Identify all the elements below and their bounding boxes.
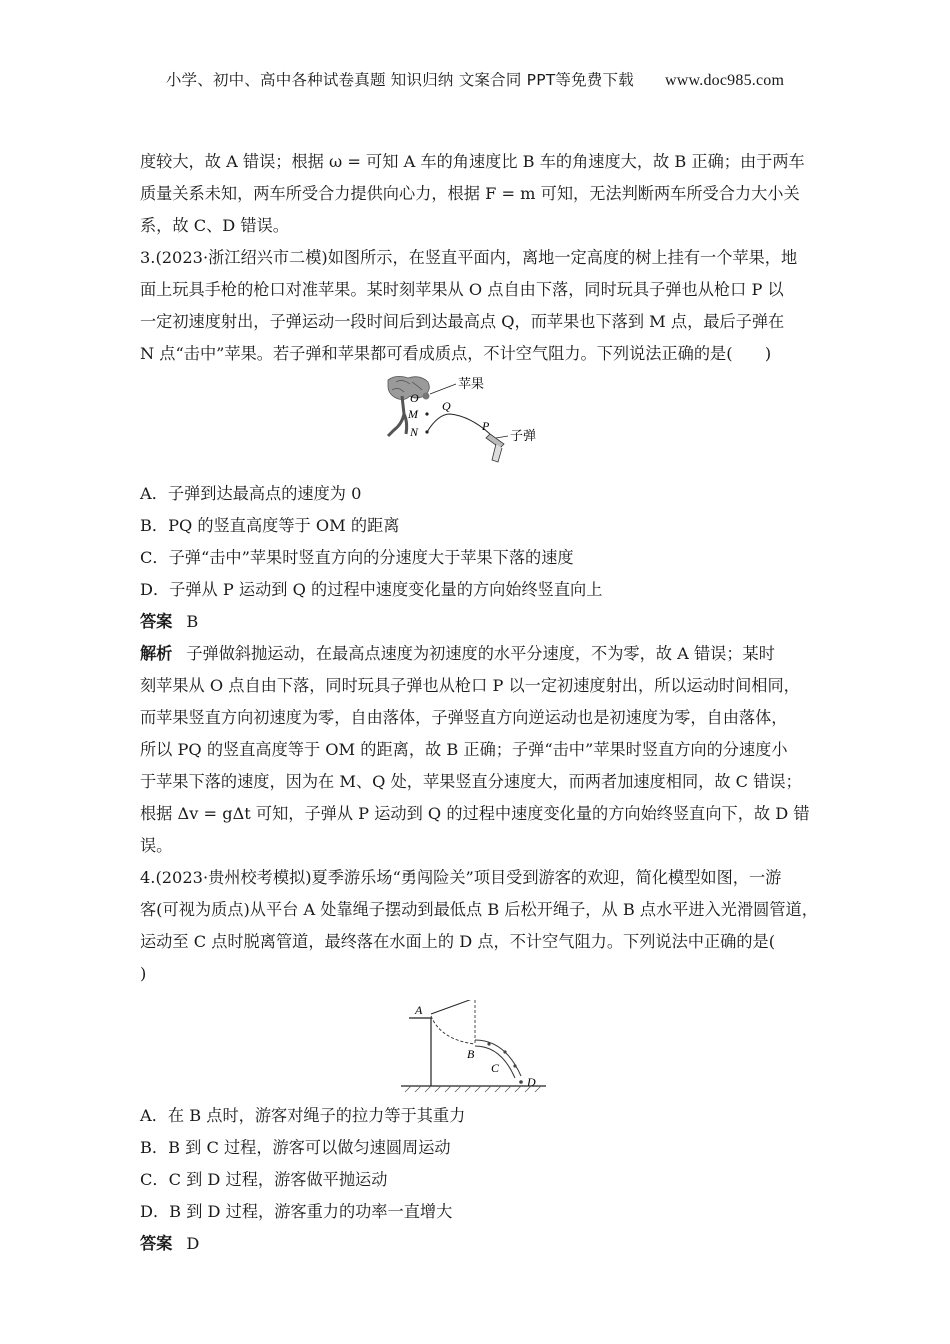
point-m-label: M: [408, 407, 418, 421]
document-body: [140, 146, 818, 1260]
rope-line: [431, 1000, 475, 1014]
question-3: [140, 242, 812, 862]
option-c: C．子弹“击中”苹果时竖直方向的分速度大于苹果下落的速度: [140, 548, 574, 567]
question-stem-line: 一定初速度射出，子弹运动一段时间后到达最高点 Q，而苹果也下落到 M 点，最后子弹在: [140, 312, 785, 331]
previous-solution-tail: [140, 146, 812, 242]
option-d: D．B 到 D 过程，游客重力的功率一直增大: [140, 1202, 453, 1221]
analysis-line: 刻苹果从 O 点自由下落，同时玩具子弹也从枪口 P 以一定初速度射出，所以运动时间相同，: [140, 676, 800, 695]
analysis-line: 误。: [140, 836, 173, 855]
option-d: D．子弹从 P 运动到 Q 的过程中速度变化量的方向始终竖直向上: [140, 580, 603, 599]
text-line: 质量关系未知，两车所受合力提供向心力，根据 F = m 可知，无法判断两车所受合力大小关: [140, 184, 800, 203]
person-icon: [519, 1080, 523, 1084]
option-b: B．B 到 C 过程，游客可以做匀速圆周运动: [140, 1138, 451, 1157]
option-a: A．在 B 点时，游客对绳子的拉力等于其重力: [140, 1106, 466, 1125]
answer-line: [140, 1228, 812, 1260]
point-d-label: D: [527, 1075, 536, 1089]
question-stem-line: 3.(2023·浙江绍兴市二模)如图所示，在竖直平面内，离地一定高度的树上挂有一个苹果，地: [140, 248, 798, 267]
analysis-line: 而苹果竖直方向初速度为零，自由落体，子弹竖直方向逆运动也是初速度为零，自由落体，: [140, 708, 788, 727]
question-stem-line: 客(可视为质点)从平台 A 处靠绳子摆动到最低点 B 后松开绳子，从 B 点水平进入光滑圆管道，: [140, 900, 818, 919]
analysis-line: 所以 PQ 的竖直高度等于 OM 的距离，故 B 正确；子弹“击中”苹果时竖直方向的分速度小: [140, 740, 788, 759]
question-stem-line: 4.(2023·贵州校考模拟)夏季游乐场“勇闯险关”项目受到游客的欢迎，简化模型如图，一游: [140, 868, 782, 887]
analysis-line: 根据 Δv = gΔt 可知，子弹从 P 运动到 Q 的过程中速度变化量的方向始终竖直向下，故 D 错: [140, 804, 810, 823]
answer-label: 答案: [140, 1234, 173, 1253]
answer-line: [140, 606, 812, 638]
question-stem-line: 运动至 C 点时脱离管道，最终落在水面上的 D 点，不计空气阻力。下列说法中正确的是(: [140, 932, 776, 951]
apple-icon: [423, 393, 430, 400]
point-m-dot: [425, 412, 428, 415]
header-url[interactable]: www.doc985.com: [665, 72, 785, 89]
analysis-label: 解析: [140, 644, 173, 663]
analysis-line: 子弹做斜抛运动，在最高点速度为初速度的水平分速度，不为零，故 A 错误；某时: [186, 644, 775, 663]
answer-value: B: [186, 612, 199, 631]
point-o-label: O: [410, 391, 419, 405]
analysis: [140, 638, 812, 862]
option-b: B．PQ 的竖直高度等于 OM 的距离: [140, 516, 400, 535]
bullet-label: 子弹: [510, 429, 537, 444]
point-p-label: P: [482, 419, 490, 433]
trajectory-curve: [427, 414, 490, 434]
option-a: A．子弹到达最高点的速度为 0: [140, 484, 362, 503]
toy-gun-icon: [486, 434, 504, 462]
swing-arc: [431, 1016, 475, 1044]
page-header: [0, 68, 950, 90]
point-n-label: N: [410, 425, 419, 439]
apple-label: 苹果: [458, 377, 485, 392]
text-line: 度较大，故 A 错误；根据 ω = 可知 A 车的角速度比 B 车的角速度大，故 B 正确；由于两车: [140, 152, 805, 171]
ground-hatching: [405, 1086, 541, 1092]
question-4: [140, 862, 818, 1260]
point-q-label: Q: [442, 399, 451, 413]
text-line: 系，故 C、D 错误。: [140, 216, 289, 235]
answer-value: D: [186, 1234, 200, 1253]
analysis-line: 于苹果下落的速度，因为在 M、Q 处，苹果竖直分速度大，而两者加速度相同，故 C 错误；: [140, 772, 802, 791]
header-text: 小学、初中、高中各种试卷真题 知识归纳 文案合同 PPT等免费下载: [165, 71, 634, 89]
point-b-label: B: [467, 1047, 475, 1061]
question-stem-line: N 点“击中”苹果。若子弹和苹果都可看成质点，不计空气阻力。下列说法正确的是( ): [140, 344, 772, 363]
question-stem-line: 面上玩具手枪的枪口对准苹果。某时刻苹果从 O 点自由下落，同时玩具子弹也从枪口 P 以: [140, 280, 784, 299]
amusement-ride-figure: [401, 1000, 551, 1096]
option-c: C．C 到 D 过程，游客做平抛运动: [140, 1170, 388, 1189]
answer-label: 答案: [140, 612, 173, 631]
point-c-label: C: [491, 1061, 500, 1075]
apple-bullet-figure: [386, 374, 566, 474]
point-a-label: A: [415, 1003, 423, 1017]
question-stem-line: ): [140, 964, 147, 983]
